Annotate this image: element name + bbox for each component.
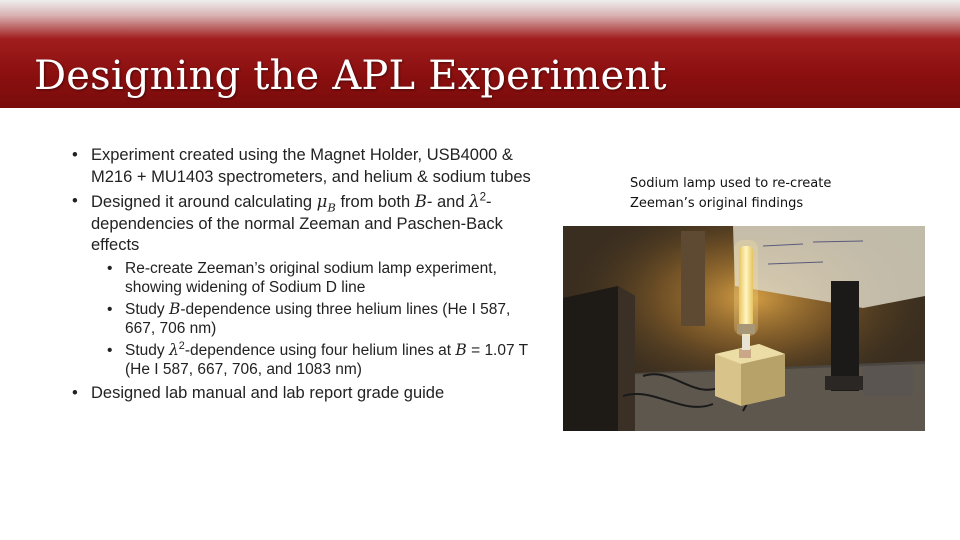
sub-bullet-item [107,300,532,339]
bullet-text: from both [335,193,415,211]
math-mu: μ [316,192,328,211]
math-b: B [414,192,427,211]
bullet-text: Experiment created using the Magnet Holder, USB4000 & M216 + MU1403 spectrometers, and helium & sodium tubes [91,146,531,186]
sub-bullet-text: Re-create Zeeman’s original sodium lamp experiment, showing widening of Sodium D line [125,259,497,296]
sub-bullet-item [107,341,532,380]
math-b: B [168,299,181,318]
bullet-item [72,383,532,405]
sub-bullet-text: Study [125,341,169,359]
slide-title: Designing the APL Experiment [34,53,667,99]
sub-bullet-item [107,259,532,298]
bullet-text: Designed it around calculating [91,193,317,211]
sub-bullet-text: = [466,341,485,359]
math-sup: 2 [178,339,185,352]
sub-bullet-text: Study [125,300,169,318]
math-b: B [455,340,467,359]
bullet-item [72,145,532,188]
math-lambda: λ [469,192,480,211]
sub-bullet-text: 1.07 T (He I 587, 667, 706, and 1083 nm) [125,341,528,378]
bullet-text: - and [426,193,470,211]
bullet-text: Designed lab manual and lab report grade guide [91,383,445,402]
bullet-list [72,145,532,407]
title-banner [0,0,960,108]
bullet-text: -dependencies of the normal Zeeman and Paschen-Back effects [91,193,503,254]
sub-bullet-text: -dependence using four helium lines at [184,341,456,359]
math-sup: 2 [479,191,486,204]
sodium-lamp-photo [563,226,925,431]
math-lambda: λ [168,340,179,359]
photo-caption: Sodium lamp used to re-create Zeeman’s original findings [630,176,832,211]
math-sub: B [327,200,336,215]
sub-bullet-text: -dependence using three helium lines (He I 587, 667, 706 nm) [125,300,511,337]
photo-sodium-lamp-setup-icon [563,226,925,431]
bullet-item [72,191,532,380]
